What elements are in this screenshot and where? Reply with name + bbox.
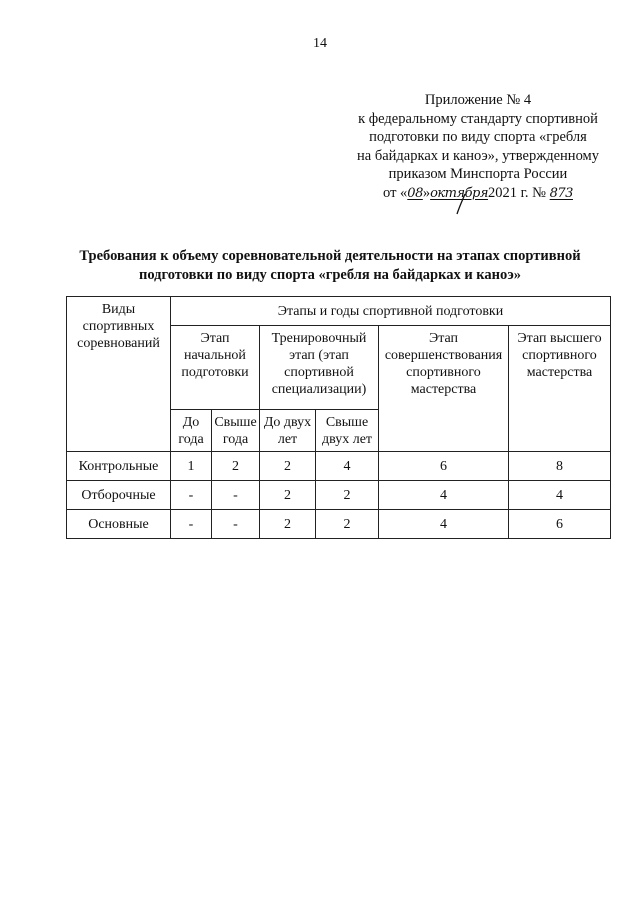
- order-year: 2021 г. №: [487, 184, 547, 201]
- header-over-two-years: Свыше двух лет: [316, 410, 379, 452]
- table-cell: 1: [171, 452, 212, 481]
- row-label: Основные: [67, 510, 171, 539]
- table-cell: 6: [509, 510, 611, 539]
- order-day: 08: [407, 185, 423, 201]
- table-row: [67, 452, 611, 481]
- header-stages: Этапы и годы спортивной подготовки: [171, 297, 611, 326]
- table-cell: -: [171, 510, 212, 539]
- header-stage-training: Тренировочный этап (этап спортивной специализации): [260, 326, 379, 410]
- table-cell: 4: [379, 510, 509, 539]
- row-label: Отборочные: [67, 481, 171, 510]
- header-competition-kinds: Виды спортивных соревнований: [67, 297, 171, 452]
- appendix-line: на байдарках и каноэ», утвержденному: [357, 147, 599, 164]
- table-cell: -: [171, 481, 212, 510]
- table-cell: 8: [509, 452, 611, 481]
- table-cell: -: [212, 481, 260, 510]
- requirements-table: [66, 296, 611, 539]
- table-cell: 2: [260, 510, 316, 539]
- order-number: 873: [549, 185, 573, 201]
- header-over-year: Свыше года: [212, 410, 260, 452]
- table-cell: 2: [260, 481, 316, 510]
- appendix-line: подготовки по виду спорта «гребля: [369, 129, 587, 145]
- title-line: подготовки по виду спорта «гребля на байдарках и каноэ»: [139, 266, 521, 283]
- table-header-row: [67, 297, 611, 326]
- table-cell: 4: [509, 481, 611, 510]
- header-up-to-two-years: До двух лет: [260, 410, 316, 452]
- header-stage-initial: Этап начальной подготовки: [171, 326, 260, 410]
- appendix-line: к федеральному стандарту спортивной: [358, 110, 598, 127]
- table-cell: 2: [260, 452, 316, 481]
- table-cell: 4: [316, 452, 379, 481]
- table-cell: 2: [316, 481, 379, 510]
- appendix-block: [330, 91, 626, 203]
- handwritten-flourish: [455, 193, 467, 215]
- appendix-line: приказом Минспорта России: [388, 166, 568, 182]
- header-stage-improvement: Этап совершенствования спортивного мастерства: [379, 326, 509, 452]
- row-label: Контрольные: [67, 452, 171, 481]
- header-up-to-year: До года: [171, 410, 212, 452]
- table-cell: 4: [379, 481, 509, 510]
- date-quote: »: [422, 184, 431, 201]
- table-cell: 2: [212, 452, 260, 481]
- order-date-line: [330, 184, 626, 204]
- table-row: [67, 510, 611, 539]
- appendix-title: Приложение № 4: [424, 92, 532, 108]
- table-row: [67, 481, 611, 510]
- table-cell: 6: [379, 452, 509, 481]
- table-cell: -: [212, 510, 260, 539]
- date-prefix: от «: [383, 184, 408, 201]
- order-month: октября: [430, 185, 488, 201]
- header-stage-highest: Этап высшего спортивного мастерства: [509, 326, 611, 452]
- title-line: Требования к объему соревновательной деятельности на этапах спортивной: [79, 248, 581, 264]
- document-title: [60, 247, 600, 284]
- table-cell: 2: [316, 510, 379, 539]
- page-number: 14: [313, 36, 327, 51]
